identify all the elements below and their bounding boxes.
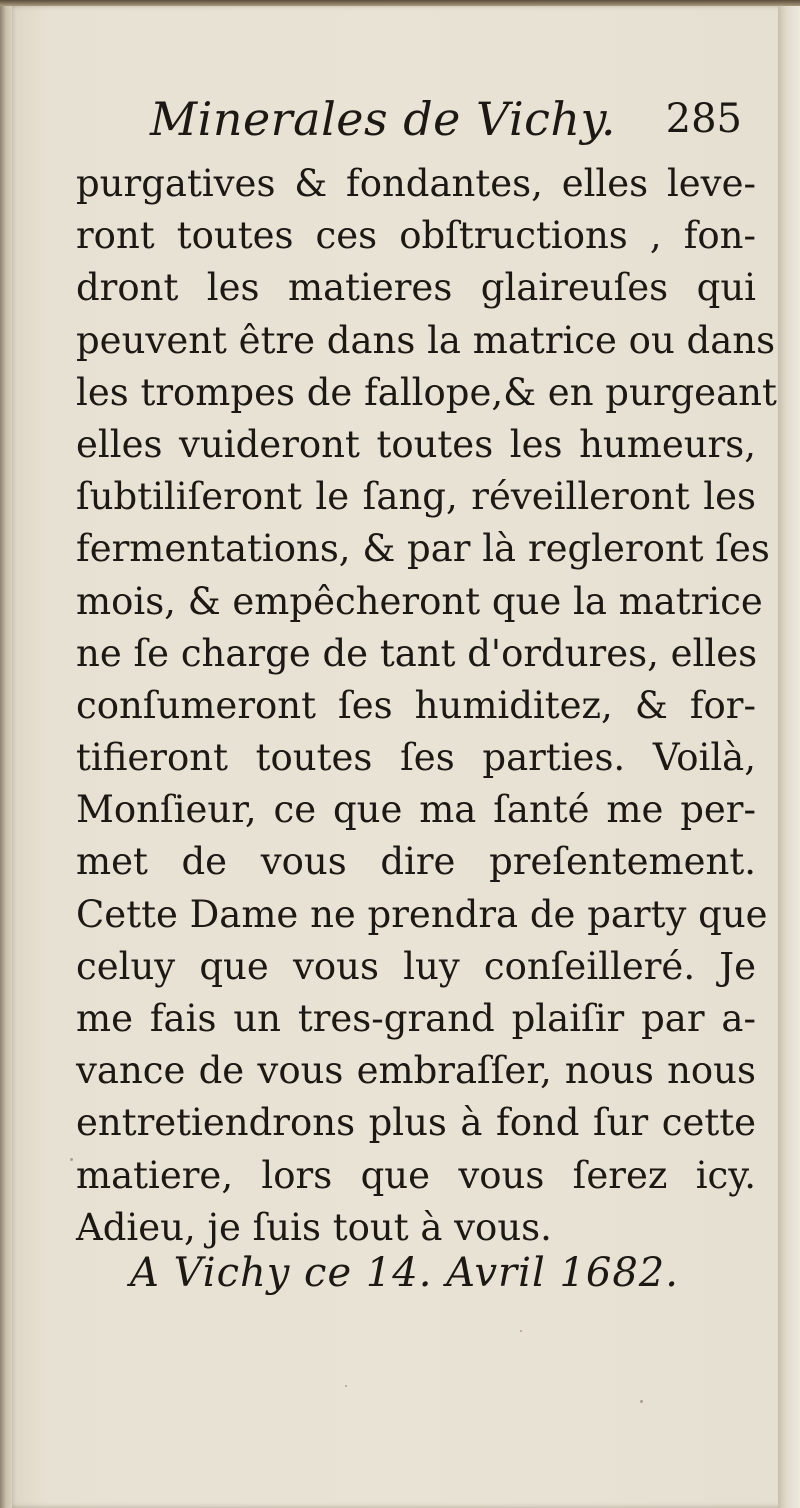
paper-speck: [640, 1400, 643, 1403]
text-line: les trompes de fallope,& en purgeant: [76, 370, 777, 414]
text-line: matiere, lors que vous ſerez icy.: [76, 1153, 756, 1197]
dateline: A Vichy ce 14. Avril 1682.: [130, 1250, 679, 1296]
top-shadow: [0, 0, 800, 6]
page-number: 285: [665, 96, 742, 142]
text-line: mois, & empêcheront que la matrice: [76, 579, 763, 623]
text-line: ront toutes ces obſtructions , fon-: [76, 214, 756, 258]
text-line: ne ſe charge de tant d'ordures, elles: [76, 631, 758, 675]
text-line: ſubtiliſeront le ſang, réveilleront les: [76, 475, 756, 519]
text-line: Cette Dame ne prendra de party que: [76, 892, 768, 936]
text-line: vance de vous embraſſer, nous nous: [76, 1049, 756, 1093]
text-line: elles vuideront toutes les humeurs,: [76, 422, 756, 466]
text-line: entretiendrons plus à fond ſur cette: [76, 1101, 756, 1145]
text-line: purgatives & fondantes, elles leve-: [76, 162, 756, 205]
text-line: conſumeront ſes humiditez, & for-: [76, 683, 756, 727]
body-text: [76, 158, 777, 1254]
text-line: celuy que vous luy conſeilleré. Je: [76, 944, 756, 988]
page-header: [150, 92, 770, 152]
paper-speck: [520, 1330, 522, 1332]
text-line: dront les matieres glaireuſes qui: [76, 266, 756, 310]
text-line: me fais un tres-grand plaiſir par a-: [76, 997, 756, 1040]
text-line: fermentations, & par là regleront ſes: [76, 527, 770, 571]
paper-speck: [70, 1158, 73, 1161]
paper-speck: [345, 1385, 347, 1387]
text-line: peuvent être dans la matrice ou dans: [76, 318, 776, 362]
text-line: met de vous dire preſentement.: [76, 840, 756, 884]
binding-edge: [0, 0, 12, 1508]
page-fore-edge: [778, 0, 800, 1508]
text-line: Monſieur, ce que ma ſanté me per-: [76, 788, 756, 832]
text-line: tifieront toutes ſes parties. Voilà,: [76, 736, 756, 780]
text-line: Adieu, je ſuis tout à vous.: [76, 1205, 552, 1249]
running-title: Minerales de Vichy.: [150, 92, 617, 146]
